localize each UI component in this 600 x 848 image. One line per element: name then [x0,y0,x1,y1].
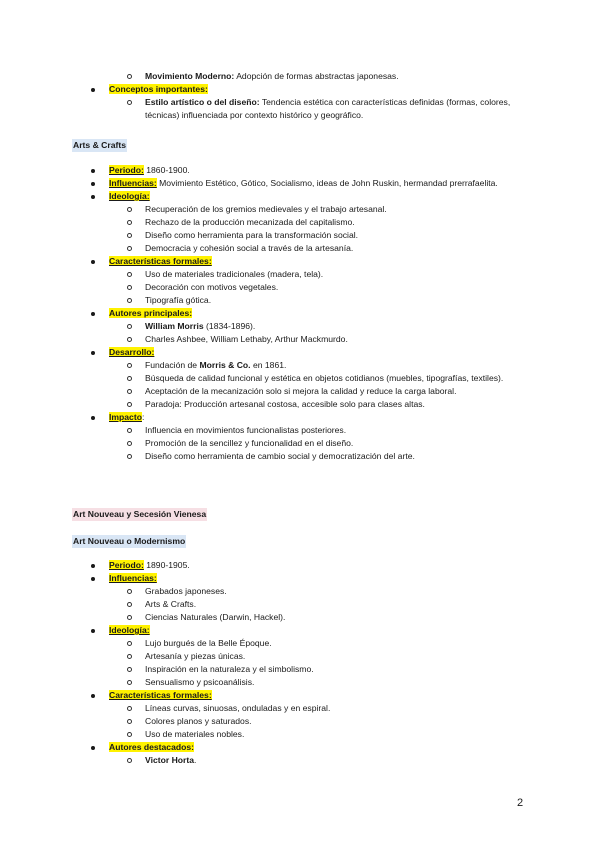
list-item: Colores planos y saturados. [0,715,600,728]
bullet-icon [91,312,95,316]
bullet-icon [91,195,95,199]
list-item: Ideología: [0,624,600,637]
hollow-bullet-icon [127,376,132,381]
bullet-icon [91,182,95,186]
hollow-bullet-icon [127,363,132,368]
hollow-bullet-icon [127,233,132,238]
hollow-bullet-icon [127,680,132,685]
list-item: Paradoja: Producción artesanal costosa, accesible solo para clases altas. [0,398,600,411]
list-item: Victor Horta. [0,754,600,767]
list-item: Estilo artístico o del diseño: Tendencia estética con características definidas (formas, colores, técnicas) influenciada por contexto histórico y geográfico. [0,96,600,122]
list-item: Diseño como herramienta para la transformación social. [0,229,600,242]
hollow-bullet-icon [127,220,132,225]
page-number: 2 [517,797,524,809]
list-item: Conceptos importantes: [0,83,600,96]
list-item: Movimiento Moderno: Adopción de formas abstractas japonesas. [0,70,600,83]
list-item: Ideología: [0,190,600,203]
list-item: Influencias: [0,572,600,585]
hollow-bullet-icon [127,298,132,303]
section-title-arts-crafts: Arts & Crafts [73,140,127,150]
list-item: Artesanía y piezas únicas. [0,650,600,663]
bullet-icon [91,564,95,568]
hollow-bullet-icon [127,74,132,79]
list-item: Periodo: 1860-1900. [0,164,600,177]
bullet-icon [91,88,95,92]
bullet-icon [91,351,95,355]
list-item: Impacto: [0,411,600,424]
hollow-bullet-icon [127,324,132,329]
bullet-icon [91,416,95,420]
hollow-bullet-icon [127,641,132,646]
list-item: Lujo burgués de la Belle Époque. [0,637,600,650]
hollow-bullet-icon [127,589,132,594]
list-item: Autores destacados: [0,741,600,754]
list-item: Autores principales: [0,307,600,320]
list-item: Promoción de la sencillez y funcionalidad en el diseño. [0,437,600,450]
list-item: Uso de materiales nobles. [0,728,600,741]
list-item: Influencias: Movimiento Estético, Gótico, Socialismo, ideas de John Ruskin, hermandad prerrafaelita. [0,177,600,190]
list-item: Características formales: [0,689,600,702]
bullet-icon [91,629,95,633]
list-item: Aceptación de la mecanización solo si mejora la calidad y reduce la carga laboral. [0,385,600,398]
list-item: Características formales: [0,255,600,268]
list-item: Fundación de Morris & Co. en 1861. [0,359,600,372]
list-item: Sensualismo y psicoanálisis. [0,676,600,689]
list-item: Tipografía gótica. [0,294,600,307]
list-item: Búsqueda de calidad funcional y estética en objetos cotidianos (muebles, tipografías, textiles). [0,372,600,385]
list-item: Charles Ashbee, William Lethaby, Arthur Mackmurdo. [0,333,600,346]
section-title-art-nouveau: Art Nouveau o Modernismo [73,536,186,546]
hollow-bullet-icon [127,732,132,737]
hollow-bullet-icon [127,602,132,607]
list-item: Arts & Crafts. [0,598,600,611]
list-item: Periodo: 1890-1905. [0,559,600,572]
hollow-bullet-icon [127,246,132,251]
hollow-bullet-icon [127,337,132,342]
hollow-bullet-icon [127,706,132,711]
top-section [0,70,600,122]
bullet-icon [91,577,95,581]
hollow-bullet-icon [127,454,132,459]
list-item: Desarrollo: [0,346,600,359]
bullet-icon [91,694,95,698]
hollow-bullet-icon [127,402,132,407]
hollow-bullet-icon [127,272,132,277]
hollow-bullet-icon [127,428,132,433]
hollow-bullet-icon [127,654,132,659]
list-item: Decoración con motivos vegetales. [0,281,600,294]
bullet-icon [91,169,95,173]
list-item: Recuperación de los gremios medievales y el trabajo artesanal. [0,203,600,216]
list-item: Influencia en movimientos funcionalistas posteriores. [0,424,600,437]
list-item: Democracia y cohesión social a través de la artesanía. [0,242,600,255]
arts-crafts-section [0,164,600,463]
list-item: Ciencias Naturales (Darwin, Hackel). [0,611,600,624]
hollow-bullet-icon [127,389,132,394]
list-item: Uso de materiales tradicionales (madera, tela). [0,268,600,281]
list-item: Diseño como herramienta de cambio social y democratización del arte. [0,450,600,463]
hollow-bullet-icon [127,207,132,212]
hollow-bullet-icon [127,758,132,763]
list-item: Grabados japoneses. [0,585,600,598]
bullet-icon [91,260,95,264]
list-item: Rechazo de la producción mecanizada del capitalismo. [0,216,600,229]
art-nouveau-section [0,559,600,767]
list-item: William Morris (1834-1896). [0,320,600,333]
hollow-bullet-icon [127,719,132,724]
list-item: Inspiración en la naturaleza y el simbolismo. [0,663,600,676]
bullet-icon [91,746,95,750]
list-item: Líneas curvas, sinuosas, onduladas y en espiral. [0,702,600,715]
section-title-art-nouveau-secesion: Art Nouveau y Secesión Vienesa [73,509,207,519]
hollow-bullet-icon [127,615,132,620]
hollow-bullet-icon [127,667,132,672]
hollow-bullet-icon [127,100,132,105]
hollow-bullet-icon [127,441,132,446]
hollow-bullet-icon [127,285,132,290]
